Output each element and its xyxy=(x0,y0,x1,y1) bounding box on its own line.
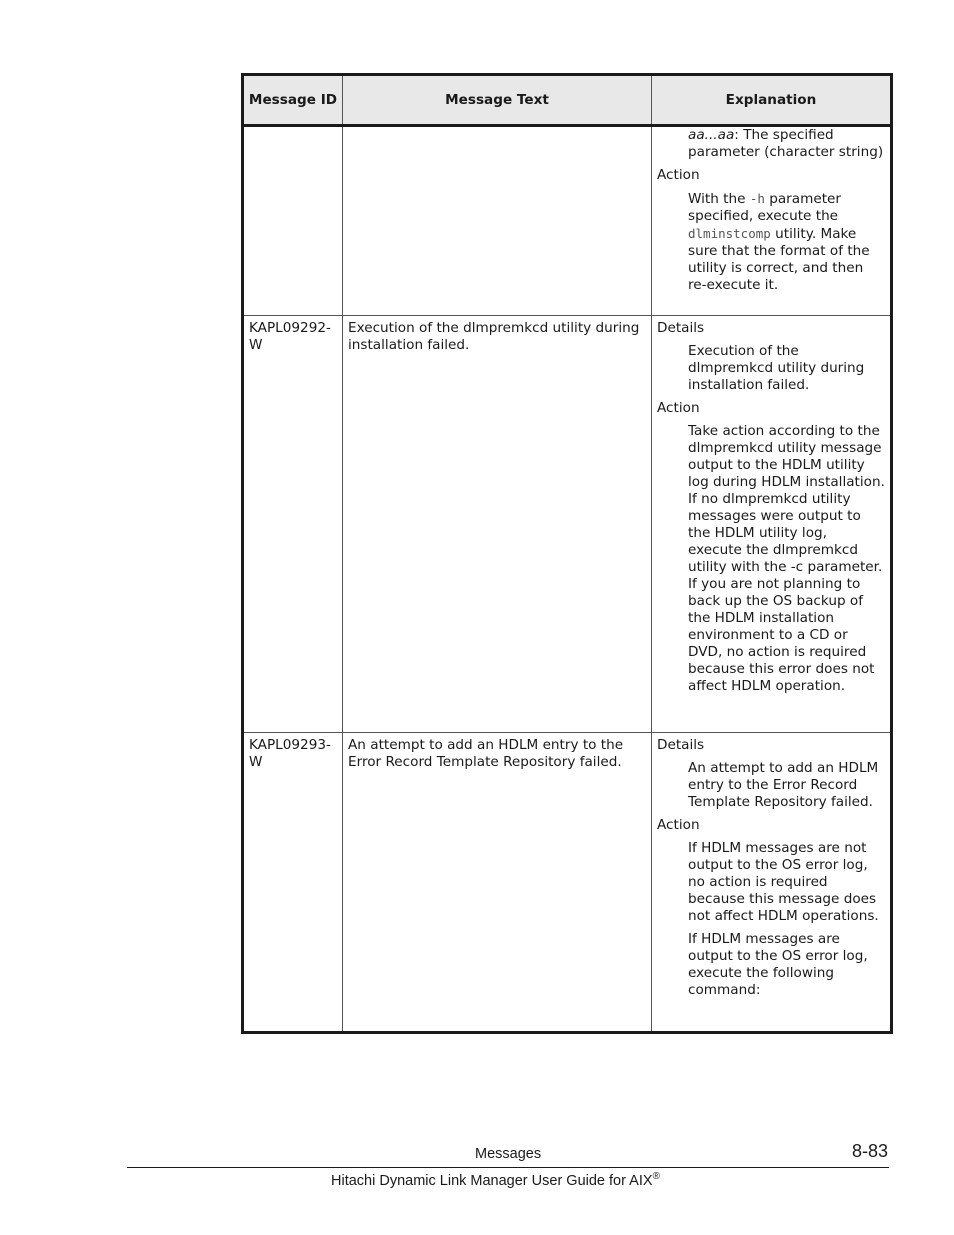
footer-section-label: Messages xyxy=(475,1146,542,1162)
message-text-cell: Execution of the dlmpremkcd utility during installation failed. xyxy=(343,316,652,733)
message-id-cell: KAPL09292-W xyxy=(243,316,343,733)
message-text-cell xyxy=(343,126,652,316)
action-text: If HDLM messages are not output to the OS error log, no action is required because this message does not affect HDLM operations. xyxy=(688,840,879,924)
param-description: aa...aa: The specified parameter (character string) xyxy=(688,127,884,160)
header-message-id: Message ID xyxy=(243,75,343,126)
registered-mark: ® xyxy=(652,1171,660,1182)
table-header-row xyxy=(243,75,892,126)
action-text: With the -h parameter specified, execute the dlminstcomp utility. Make sure that the format of the utility is correct, and then re-execute it. xyxy=(688,191,870,293)
page-number: 8-83 xyxy=(851,1141,888,1161)
code-h-param: -h xyxy=(749,191,765,206)
table-row xyxy=(243,316,892,733)
message-id-cell xyxy=(243,126,343,316)
param-name: aa...aa xyxy=(688,127,735,143)
details-text: An attempt to add an HDLM entry to the Error Record Template Repository failed. xyxy=(688,760,879,810)
action-text: Take action according to the dlmpremkcd utility message output to the HDLM utility log during HDLM installation. If no dlmpremkcd utility messages were output to the HDLM utility log, execute the dlmpremkcd utility with the -c parameter. If you are not planning to back up the OS backup of the HDLM installation environment to a CD or DVD, no action is required because this error does not affect HDLM operation. xyxy=(688,423,885,694)
message-text-cell: An attempt to add an HDLM entry to the Error Record Template Repository failed. xyxy=(343,733,652,1033)
explanation-cell xyxy=(652,126,892,316)
details-label: Details xyxy=(657,737,705,753)
table-row xyxy=(243,126,892,316)
action-label: Action xyxy=(657,817,700,833)
explanation-cell xyxy=(652,733,892,1033)
action-label: Action xyxy=(657,400,700,416)
header-message-text: Message Text xyxy=(343,75,652,126)
footer-book-title: Hitachi Dynamic Link Manager User Guide for AIX® xyxy=(331,1171,660,1189)
header-explanation: Explanation xyxy=(652,75,892,126)
messages-table xyxy=(241,73,893,1034)
message-id-cell: KAPL09293-W xyxy=(243,733,343,1033)
table-row xyxy=(243,733,892,1033)
explanation-cell xyxy=(652,316,892,733)
action-label: Action xyxy=(657,167,700,183)
footer-divider xyxy=(127,1167,889,1168)
details-label: Details xyxy=(657,320,705,336)
code-dlminstcomp: dlminstcomp xyxy=(688,226,771,241)
action-text: If HDLM messages are output to the OS error log, execute the following command: xyxy=(688,931,868,998)
details-text: Execution of the dlmpremkcd utility during installation failed. xyxy=(688,343,865,393)
